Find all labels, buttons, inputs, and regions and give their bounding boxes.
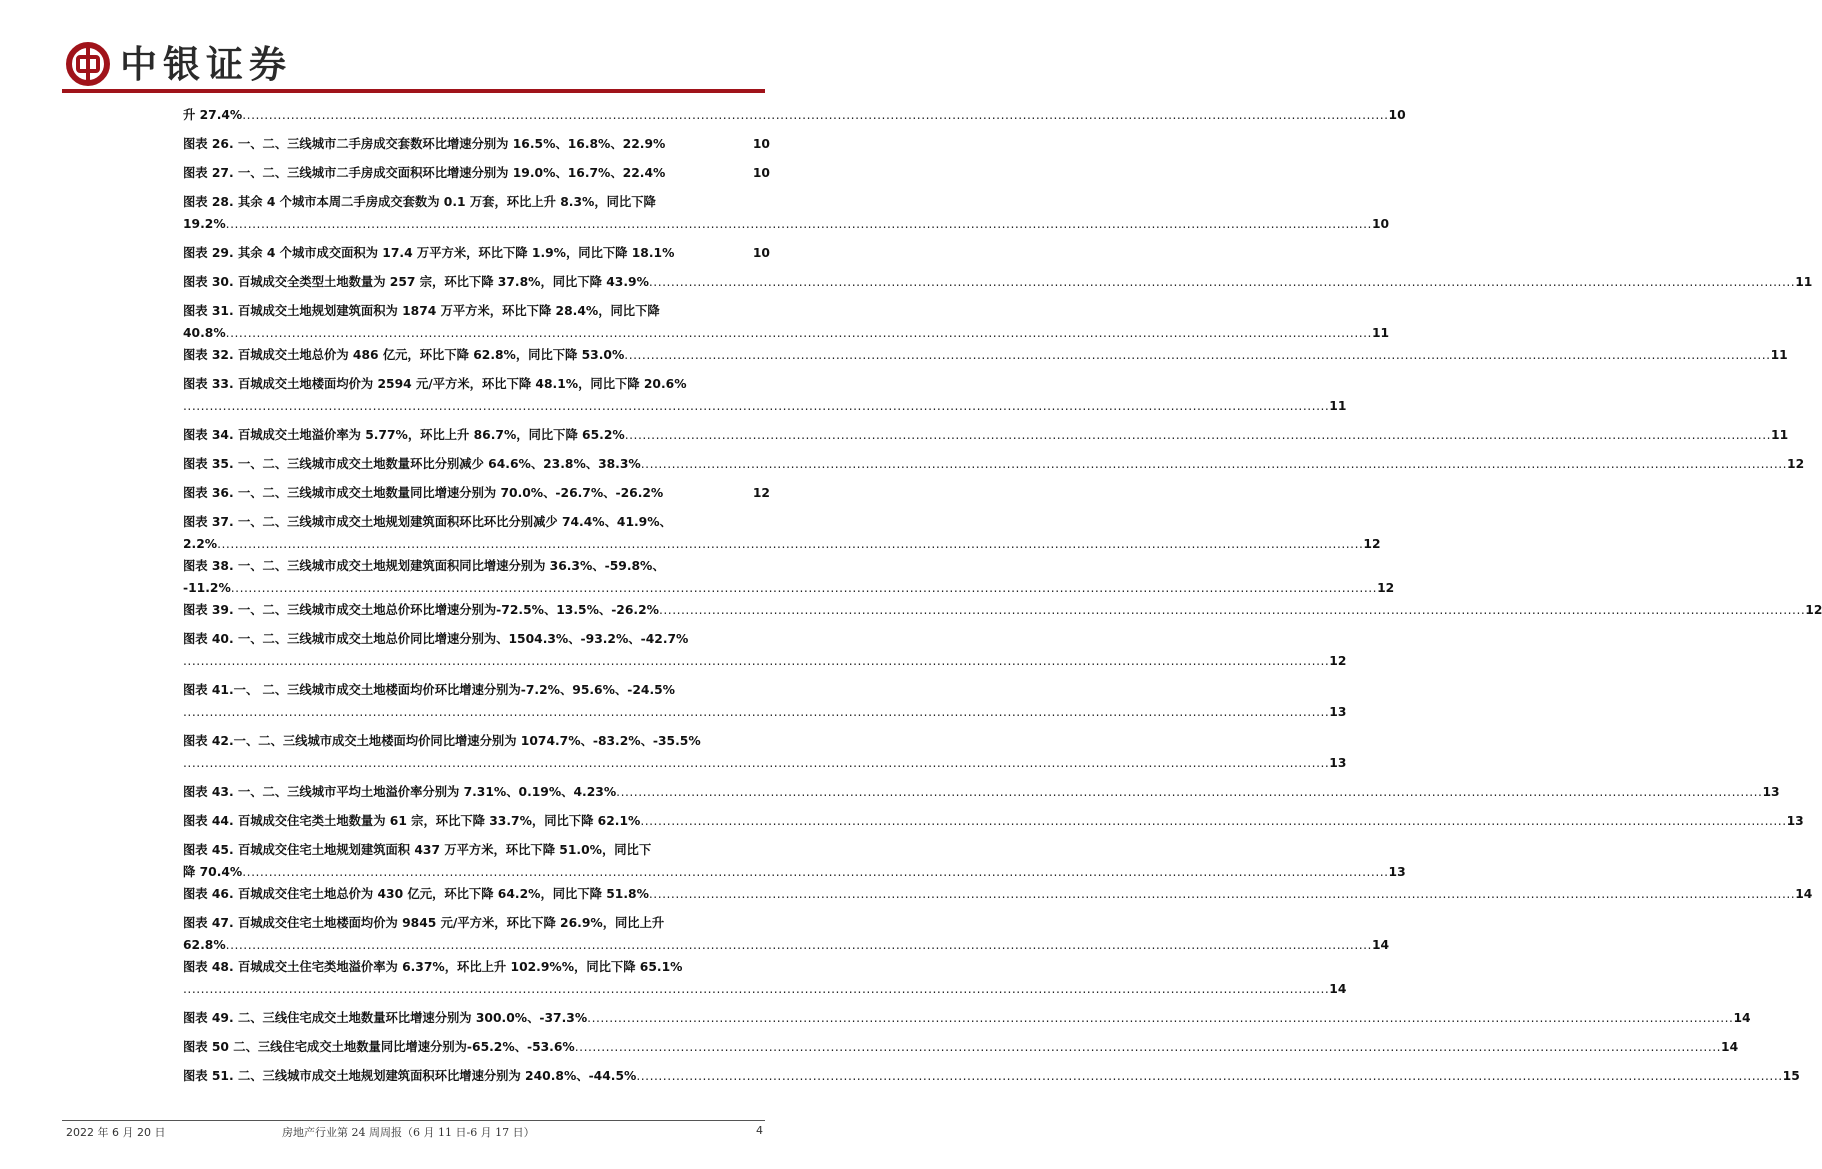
toc-leader-dots: .................................................................................................................................................................................................................................................................... (217, 537, 1364, 551)
toc-entry-title: 图表 44. 百城成交住宅类土地数量为 61 宗，环比下降 33.7%，同比下降 62.1% (183, 814, 641, 828)
toc-entry-title: 19.2% (183, 217, 226, 231)
toc-entry-title: 图表 28. 其余 4 个城市本周二手房成交套数为 0.1 万套，环比上升 8.3%，同比下降 (183, 195, 656, 209)
toc-entry-line (183, 839, 770, 861)
toc-entry-line (183, 453, 1805, 475)
toc-page-number: 10 (1388, 108, 1406, 122)
toc-entry-line (183, 373, 770, 395)
toc-leader-dots: .................................................................................................................................................................................................................................................................... (616, 785, 1763, 799)
toc-entry[interactable] (183, 730, 1347, 774)
toc-entry[interactable] (183, 271, 1813, 293)
toc-leader-dots: .................................................................................................................................................................................................................................................................... (225, 326, 1372, 340)
header-rule (62, 89, 765, 93)
toc-page-number: 13 (1762, 785, 1780, 799)
toc-entry-line (183, 934, 1390, 956)
toc-leader-dots: .................................................................................................................................................................................................................................................................... (183, 654, 1330, 668)
toc-page-number: 13 (1388, 865, 1406, 879)
footer-page-number: 4 (756, 1124, 763, 1137)
toc-entry-line (183, 577, 1395, 599)
toc-entry-line (183, 679, 770, 701)
toc-entry-title: 图表 47. 百城成交住宅土地楼面均价为 9845 元/平方米，环比下降 26.9%，同比上升 (183, 916, 665, 930)
toc-leader-dots: .................................................................................................................................................................................................................................................................... (636, 1069, 1783, 1083)
toc-entry-line (183, 162, 770, 184)
toc-entry-line (183, 781, 1780, 803)
toc-entry-title: 图表 37. 一、二、三线城市成交土地规划建筑面积环比环比分别减少 74.4%、41.9%、 (183, 515, 672, 529)
toc-entry-title: 图表 48. 百城成交土住宅类地溢价率为 6.37%，环比上升 102.9%%，同比下降 65.1% (183, 960, 683, 974)
toc-entry[interactable] (183, 628, 1347, 672)
toc-entry-title: 图表 46. 百城成交住宅土地总价为 430 亿元，环比下降 64.2%，同比下降 51.8% (183, 887, 649, 901)
toc-entry-title: 图表 35. 一、二、三线城市成交土地数量环比分别减少 64.6%、23.8%、38.3% (183, 457, 641, 471)
toc-entry[interactable] (183, 133, 770, 155)
toc-entry[interactable] (183, 1065, 1800, 1087)
toc-entry-line (183, 424, 1789, 446)
toc-entry-line (183, 271, 1813, 293)
toc-leader-dots: .................................................................................................................................................................................................................................................................... (242, 108, 1389, 122)
toc-entry[interactable] (183, 839, 1406, 883)
toc-entry-line (183, 511, 770, 533)
toc-page-number: 14 (1733, 1011, 1751, 1025)
toc-entry-line (183, 213, 1390, 235)
toc-entry-line (183, 883, 1813, 905)
toc-entry[interactable] (183, 424, 1789, 446)
logo-text: 中银证券 (120, 41, 292, 86)
toc-page-number: 14 (1329, 982, 1347, 996)
toc-entry-title: 图表 38. 一、二、三线城市成交土地规划建筑面积同比增速分别为 36.3%、-59.8%、 (183, 559, 665, 573)
toc-entry-line (183, 555, 770, 577)
toc-entry-line (183, 752, 1347, 774)
toc-entry-line (183, 912, 770, 934)
toc-page-number: 11 (1795, 275, 1813, 289)
toc-entry-title: 图表 32. 百城成交土地总价为 486 亿元，环比下降 62.8%，同比下降 53.0% (183, 348, 625, 362)
toc-entry-line (183, 701, 1347, 723)
toc-leader-dots: .................................................................................................................................................................................................................................................................... (587, 1011, 1734, 1025)
toc-page-number: 11 (1771, 428, 1789, 442)
toc-entry[interactable] (183, 1007, 1751, 1029)
toc-leader-dots: .................................................................................................................................................................................................................................................................... (640, 814, 1787, 828)
toc-page-number: 13 (1329, 756, 1347, 770)
toc-leader-dots: .................................................................................................................................................................................................................................................................... (648, 887, 1796, 901)
toc-entry-line (183, 533, 1381, 555)
toc-entry-title: 图表 49. 二、三线住宅成交土地数量环比增速分别为 300.0%、-37.3% (183, 1011, 588, 1025)
toc-page-number: 10 (752, 166, 770, 180)
footer-date: 2022 年 6 月 20 日 (66, 1126, 166, 1139)
footer-rule (62, 1120, 765, 1121)
toc-leader-dots: .................................................................................................................................................................................................................................................................... (183, 756, 1330, 770)
toc-entry-title: 图表 30. 百城成交全类型土地数量为 257 宗，环比下降 37.8%，同比下降 43.9% (183, 275, 649, 289)
toc-entry[interactable] (183, 781, 1780, 803)
toc-entry-line (183, 133, 770, 155)
toc-entry[interactable] (183, 482, 770, 504)
toc-page-number: 14 (1371, 938, 1390, 952)
toc-leader-dots: .................................................................................................................................................................................................................................................................... (230, 581, 1378, 595)
toc-leader-dots: .................................................................................................................................................................................................................................................................... (624, 428, 1772, 442)
toc-entry-title: 图表 39. 一、二、三线城市成交土地总价环比增速分别为-72.5%、13.5%、-26.2% (183, 603, 659, 617)
toc-entry-title: 62.8% (183, 938, 226, 952)
toc-leader-dots: .................................................................................................................................................................................................................................................................... (648, 275, 1796, 289)
toc-entry-line (183, 344, 1788, 366)
toc-entry-title: 图表 34. 百城成交土地溢价率为 5.77%，环比上升 86.7%，同比下降 65.2% (183, 428, 625, 442)
toc-leader-dots: .................................................................................................................................................................................................................................................................... (574, 1040, 1722, 1054)
toc-entry-line (183, 730, 770, 752)
toc-entry[interactable] (183, 956, 1347, 1000)
toc-entry-line (183, 1065, 1800, 1087)
toc-entry-title: 40.8% (183, 326, 226, 340)
toc-entry-title: 图表 51. 二、三线城市成交土地规划建筑面积环比增速分别为 240.8%、-44.5% (183, 1069, 637, 1083)
toc-entry[interactable] (183, 810, 1804, 832)
toc-entry[interactable] (183, 511, 1381, 555)
toc-page-number: 15 (1782, 1069, 1800, 1083)
toc-entry-line (183, 242, 770, 264)
toc-entry-line (183, 104, 1406, 126)
toc-leader-dots: .................................................................................................................................................................................................................................................................... (640, 457, 1788, 471)
company-logo (66, 38, 292, 90)
bank-of-china-logo-icon (66, 42, 110, 86)
toc-entry-title: 图表 36. 一、二、三线城市成交土地数量同比增速分别为 70.0%、-26.7%、-26.2% (183, 486, 664, 500)
toc-entry-title: 图表 42.一、二、三线城市成交土地楼面均价同比增速分别为 1074.7%、-83.2%、-35.5% (183, 734, 701, 748)
toc-entry[interactable] (183, 912, 1390, 956)
toc-entry-title: 图表 43. 一、二、三线城市平均土地溢价率分别为 7.31%、0.19%、4.23% (183, 785, 617, 799)
toc-entry-line (183, 956, 770, 978)
toc-page-number: 12 (1787, 457, 1805, 471)
toc-leader-dots: .................................................................................................................................................................................................................................................................... (624, 348, 1771, 362)
toc-entry-line (183, 650, 1347, 672)
toc-leader-dots: .................................................................................................................................................................................................................................................................... (183, 982, 1330, 996)
toc-page-number: 10 (752, 246, 770, 260)
toc-leader-dots: .................................................................................................................................................................................................................................................................... (183, 399, 1330, 413)
toc-entry-title: 2.2% (183, 537, 218, 551)
toc-page-number: 12 (752, 486, 770, 500)
toc-page-number: 10 (1371, 217, 1390, 231)
toc-entry[interactable] (183, 242, 770, 264)
toc-entry-line (183, 1036, 1739, 1058)
toc-entry-title: 图表 26. 一、二、三线城市二手房成交套数环比增速分别为 16.5%、16.8%、22.9% (183, 137, 666, 151)
toc-entry-line (183, 861, 1406, 883)
toc-entry[interactable] (183, 599, 1822, 621)
toc-entry[interactable] (183, 344, 1788, 366)
toc-entry-title: 图表 40. 一、二、三线城市成交土地总价同比增速分别为、1504.3%、-93.2%、-42.7% (183, 632, 689, 646)
toc-entry-line (183, 482, 770, 504)
toc-entry[interactable] (183, 1036, 1739, 1058)
toc-entry-title: 图表 45. 百城成交住宅土地规划建筑面积 437 万平方米，环比下降 51.0%，同比下 (183, 843, 652, 857)
toc-page-number: 12 (1377, 581, 1395, 595)
toc-page-number: 14 (1721, 1040, 1739, 1054)
toc-entry-title: 图表 27. 一、二、三线城市二手房成交面积环比增速分别为 19.0%、16.7%、22.4% (183, 166, 666, 180)
toc-entry[interactable] (183, 453, 1805, 475)
toc-entry-line (183, 191, 770, 213)
toc-entry[interactable] (183, 162, 770, 184)
toc-entry-title: 图表 33. 百城成交土地楼面均价为 2594 元/平方米，环比下降 48.1%，同比下降 20.6% (183, 377, 687, 391)
toc-entry-line (183, 395, 1347, 417)
toc-leader-dots: .................................................................................................................................................................................................................................................................... (225, 217, 1372, 231)
toc-entry-title: 图表 41.一、 二、三线城市成交土地楼面均价环比增速分别为-7.2%、95.6%、-24.5% (183, 683, 675, 697)
toc-page-number: 10 (752, 137, 770, 151)
toc-entry-line (183, 300, 770, 322)
toc-entry[interactable] (183, 300, 1390, 344)
toc-entry-line (183, 978, 1347, 1000)
toc-leader-dots: .................................................................................................................................................................................................................................................................... (242, 865, 1389, 879)
toc-entry-line (183, 599, 1822, 621)
toc-entry-title: 降 70.4% (183, 865, 243, 879)
toc-leader-dots: .................................................................................................................................................................................................................................................................... (183, 705, 1330, 719)
toc-entry[interactable] (183, 104, 1406, 126)
toc-entry[interactable] (183, 373, 1347, 417)
toc-page-number: 12 (1805, 603, 1822, 617)
toc-entry-line (183, 628, 770, 650)
toc-entry[interactable] (183, 191, 1390, 235)
toc-entry[interactable] (183, 555, 1395, 599)
toc-page-number: 12 (1363, 537, 1381, 551)
toc-leader-dots: .................................................................................................................................................................................................................................................................... (658, 603, 1806, 617)
toc-entry-line (183, 322, 1390, 344)
toc-page-number: 11 (1770, 348, 1788, 362)
toc-entry-title: 图表 31. 百城成交土地规划建筑面积为 1874 万平方米，环比下降 28.4%，同比下降 (183, 304, 660, 318)
toc-entry-title: -11.2% (183, 581, 231, 595)
toc-entry-title: 升 27.4% (183, 108, 243, 122)
footer-report-title: 房地产行业第 24 周周报（6 月 11 日-6 月 17 日） (282, 1126, 535, 1139)
toc-entry-line (183, 810, 1804, 832)
toc-page-number: 12 (1329, 654, 1347, 668)
toc-leader-dots: .................................................................................................................................................................................................................................................................... (225, 938, 1372, 952)
toc-entry-line (183, 1007, 1751, 1029)
toc-page-number: 11 (1371, 326, 1390, 340)
toc-entry[interactable] (183, 679, 1347, 723)
toc-page-number: 11 (1329, 399, 1347, 413)
toc-page-number: 13 (1786, 814, 1804, 828)
toc-entry[interactable] (183, 883, 1813, 905)
toc-entry-title: 图表 29. 其余 4 个城市成交面积为 17.4 万平方米，环比下降 1.9%，同比下降 18.1% (183, 246, 675, 260)
toc-page-number: 14 (1795, 887, 1813, 901)
toc-page-number: 13 (1329, 705, 1347, 719)
toc-entry-title: 图表 50 二、三线住宅成交土地数量同比增速分别为-65.2%、-53.6% (183, 1040, 575, 1054)
